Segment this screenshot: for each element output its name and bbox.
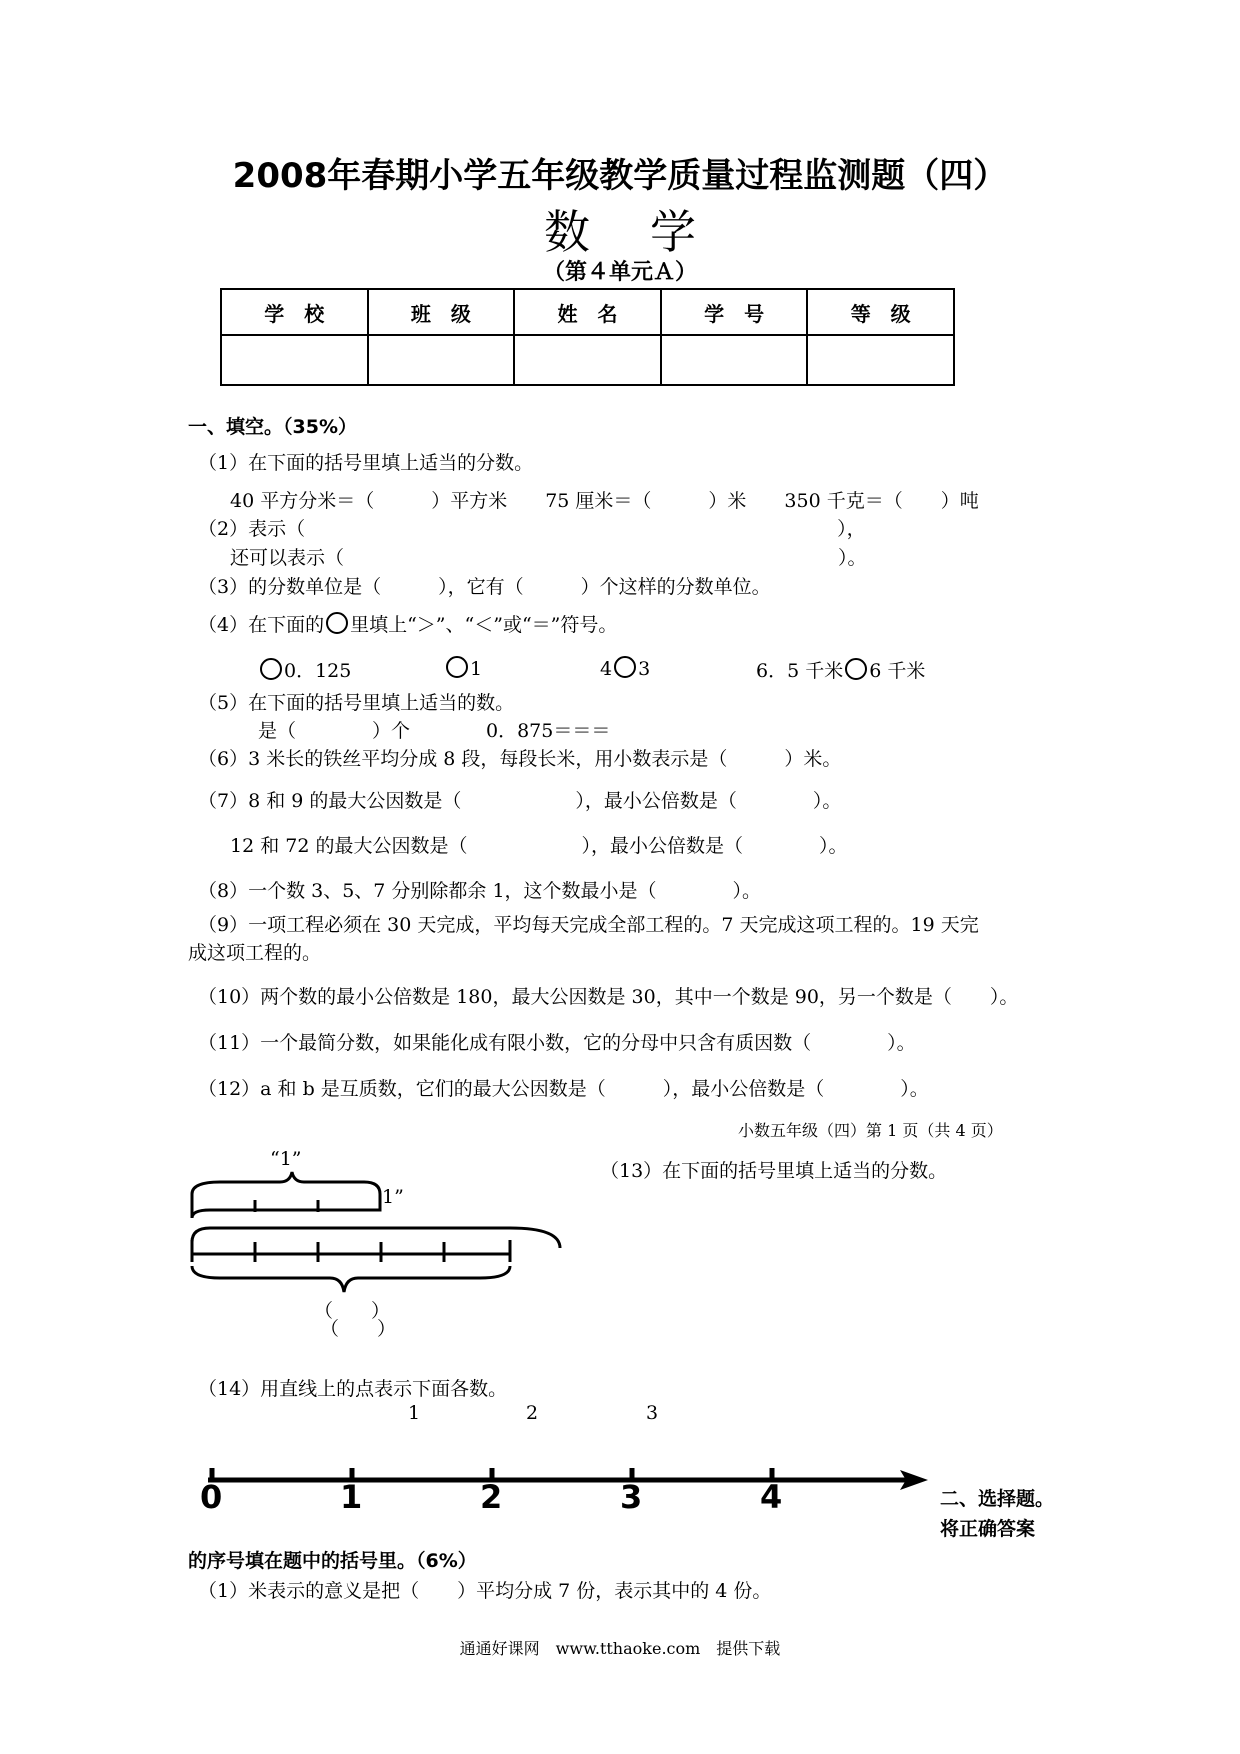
section2-question-1: （1）米表示的意义是把（ ）平均分成 7 份，表示其中的 4 份。 <box>198 1580 772 1602</box>
question-3: （3）的分数单位是（ ），它有（ ）个这样的分数单位。 <box>198 576 771 598</box>
question-7b: 12 和 72 的最大公因数是（ ），最小公倍数是（ ）。 <box>230 835 848 857</box>
footer-credit: 通通好课网 www.tthaoke.com 提供下载 <box>459 1639 781 1658</box>
unit-title: （第４单元Ａ） <box>542 259 697 285</box>
circle-icon[interactable] <box>614 656 636 678</box>
compare-item-4 <box>756 656 925 683</box>
label-one-second: 1” <box>382 1186 404 1208</box>
outer-brace <box>192 1228 560 1248</box>
question-12: （12）a 和 b 是互质数，它们的最大公因数是（ ），最小公倍数是（ ）。 <box>198 1078 929 1100</box>
circle-icon <box>326 612 348 634</box>
compare-item-1 <box>258 656 351 683</box>
section1-heading: 一、填空。（35%） <box>188 416 357 438</box>
question-4-prefix: （4）在下面的 <box>198 614 325 636</box>
axis-label: 2 <box>480 1478 503 1516</box>
fraction-segment-diagram <box>180 1170 580 1310</box>
axis-label: 3 <box>620 1478 643 1516</box>
question-6: （6）3 米长的铁丝平均分成 8 段，每段长米，用小数表示是（ ）米。 <box>198 748 842 770</box>
student-info-table <box>220 288 955 386</box>
question-14: （14）用直线上的点表示下面各数。 <box>198 1378 508 1400</box>
header-class: 班 级 <box>368 289 515 335</box>
section2-heading-b: 将正确答案 <box>940 1518 1036 1540</box>
page-title: 2008年春期小学五年级教学质量过程监测题（四） <box>232 156 1008 196</box>
class-cell[interactable] <box>368 335 515 385</box>
circle-icon[interactable] <box>845 658 867 680</box>
q14-number: 3 <box>646 1402 659 1424</box>
header-name: 姓 名 <box>514 289 661 335</box>
question-11: （11）一个最简分数，如果能化成有限小数，它的分母中只含有质因数（ ）。 <box>198 1032 916 1054</box>
answer-paren-top[interactable]: （ ） <box>314 1300 391 1322</box>
question-1-line: 40 平方分米＝（ ）平方米 75 厘米＝（ ）米 350 千克＝（ ）吨 <box>230 490 979 512</box>
q14-number: 1 <box>408 1402 421 1424</box>
circle-icon[interactable] <box>260 658 282 680</box>
compare-value: 6 千米 <box>869 660 926 682</box>
question-5-line: 是（ ）个 0．875＝＝＝ <box>258 720 611 742</box>
question-5: （5）在下面的括号里填上适当的数。 <box>198 692 515 714</box>
grade-cell[interactable] <box>807 335 954 385</box>
header-grade: 等 级 <box>807 289 954 335</box>
label-one-top: “1” <box>270 1148 302 1170</box>
compare-value: 0．125 <box>284 660 352 682</box>
table-header-row <box>221 289 954 335</box>
header-number: 学 号 <box>661 289 808 335</box>
question-8: （8）一个数 3、5、7 分别除都余 1，这个数最小是（ ）。 <box>198 880 762 902</box>
question-4-suffix: 里填上“＞”、“＜”或“＝”符号。 <box>350 614 618 636</box>
table-blank-row <box>221 335 954 385</box>
compare-value: 1 <box>470 658 483 680</box>
header-school: 学 校 <box>221 289 368 335</box>
bar-one <box>192 1194 380 1218</box>
circle-icon[interactable] <box>446 656 468 678</box>
question-4 <box>198 610 617 637</box>
section2-heading-a: 二、选择题。 <box>940 1488 1055 1510</box>
answer-paren-bottom[interactable]: （ ） <box>320 1318 397 1340</box>
question-1: （1）在下面的括号里填上适当的分数。 <box>198 452 534 474</box>
school-cell[interactable] <box>221 335 368 385</box>
compare-item-3 <box>600 656 650 680</box>
section2-heading-c: 的序号填在题中的括号里。（6%） <box>188 1550 477 1572</box>
question-7a: （7）8 和 9 的最大公因数是（ ），最小公倍数是（ ）。 <box>198 790 842 812</box>
compare-item-2 <box>444 656 482 680</box>
question-9a: （9）一项工程必须在 30 天完成，平均每天完成全部工程的。7 天完成这项工程的。19 天完 <box>198 914 979 936</box>
name-cell[interactable] <box>514 335 661 385</box>
compare-value: 3 <box>638 658 651 680</box>
question-13: （13）在下面的括号里填上适当的分数。 <box>600 1160 948 1182</box>
question-2b: 还可以表示（ ）。 <box>230 547 867 569</box>
axis-label: 1 <box>340 1478 363 1516</box>
number-cell[interactable] <box>661 335 808 385</box>
axis-label: 0 <box>200 1478 223 1516</box>
top-brace <box>192 1172 380 1194</box>
page-number-note: 小数五年级（四）第 1 页（共 4 页） <box>738 1121 1003 1140</box>
bottom-brace <box>192 1266 510 1292</box>
subject-title: 数学 <box>544 205 756 259</box>
question-10: （10）两个数的最小公倍数是 180，最大公因数是 30，其中一个数是 90，另一个数是（ ）。 <box>198 986 1019 1008</box>
compare-value: 4 <box>600 658 613 680</box>
compare-value: 6．5 千米 <box>756 660 844 682</box>
number-line <box>200 1460 930 1500</box>
q14-number: 2 <box>526 1402 539 1424</box>
question-9b: 成这项工程的。 <box>188 942 322 964</box>
question-2a: （2）表示（ ）， <box>198 518 866 540</box>
axis-label: 4 <box>760 1478 783 1516</box>
